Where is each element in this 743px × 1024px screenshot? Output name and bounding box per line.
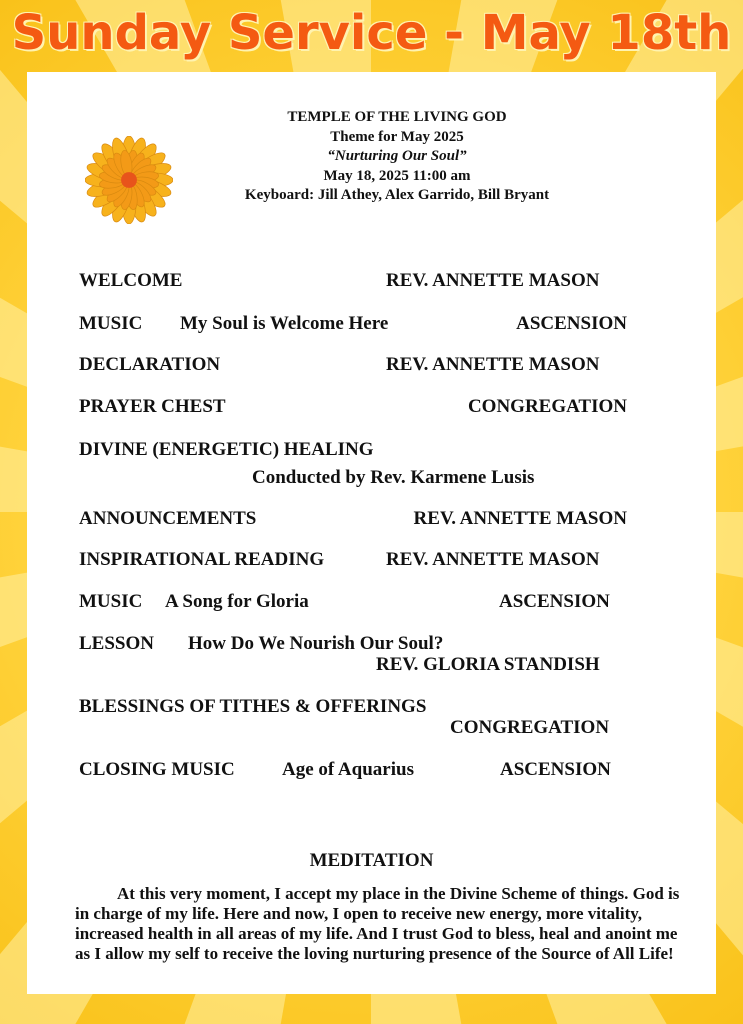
item-label: LESSON [79, 633, 154, 654]
item-label: BLESSINGS OF TITHES & OFFERINGS [79, 696, 427, 717]
program-card [27, 72, 716, 994]
item-label: DECLARATION [79, 354, 221, 375]
program-item-closing-music [79, 759, 627, 783]
program-header [147, 108, 647, 206]
program-item-healing [79, 439, 627, 463]
item-label: WELCOME [79, 270, 183, 291]
program-item-prayer-chest [79, 396, 627, 420]
item-title: How Do We Nourish Our Soul? [188, 633, 444, 654]
item-leader: ASCENSION [500, 759, 611, 780]
keyboard-credits: Keyboard: Jill Athey, Alex Garrido, Bill Bryant [244, 187, 550, 203]
item-leader: REV. ANNETTE MASON [386, 354, 600, 375]
banner-title: Sunday Service - May 18th [11, 5, 732, 61]
item-label: MUSIC [79, 591, 143, 612]
item-label: CLOSING MUSIC [79, 759, 235, 780]
lesson-speaker: REV. GLORIA STANDISH [376, 654, 600, 675]
program-item-music-2 [79, 591, 627, 615]
item-leader: REV. ANNETTE MASON [413, 508, 627, 529]
program-item-welcome [79, 270, 627, 294]
theme-title: “Nurturing Our Soul” [327, 148, 467, 164]
item-title: A Song for Gloria [165, 591, 309, 612]
item-label: PRAYER CHEST [79, 396, 226, 417]
item-label: MUSIC [79, 313, 143, 334]
meditation-title: MEDITATION [309, 850, 434, 871]
program-item-music [79, 313, 627, 337]
theme-label: Theme for May 2025 [330, 128, 464, 145]
meditation-text: At this very moment, I accept my place in the Divine Scheme of things. God is in charge of my life. Here and now, I open to receive new energy, more vitality, increased health in all areas of my life. And I trust God to bless, heal and anoint me as I allow my self to receive the loving nurturing presence of the Source of All Life! [75, 884, 680, 963]
church-name: TEMPLE OF THE LIVING GOD [287, 109, 507, 125]
item-label: INSPIRATIONAL READING [79, 549, 325, 570]
blessings-leader: CONGREGATION [450, 717, 610, 738]
item-leader: ASCENSION [499, 591, 610, 612]
item-leader: ASCENSION [516, 313, 627, 334]
program-item-reading [79, 549, 627, 573]
service-datetime: May 18, 2025 11:00 am [323, 167, 471, 184]
item-label: DIVINE (ENERGETIC) HEALING [79, 439, 374, 460]
item-leader: REV. ANNETTE MASON [386, 549, 600, 570]
item-label: ANNOUNCEMENTS [79, 508, 257, 529]
healing-conducted-by: Conducted by Rev. Karmene Lusis [252, 467, 535, 488]
program-item-announcements [79, 508, 627, 532]
flower-center [121, 172, 137, 188]
item-leader: CONGREGATION [467, 396, 627, 417]
item-leader: REV. ANNETTE MASON [386, 270, 600, 291]
program-item-declaration [79, 354, 627, 378]
item-title: Age of Aquarius [282, 759, 414, 780]
item-title: My Soul is Welcome Here [180, 313, 389, 334]
